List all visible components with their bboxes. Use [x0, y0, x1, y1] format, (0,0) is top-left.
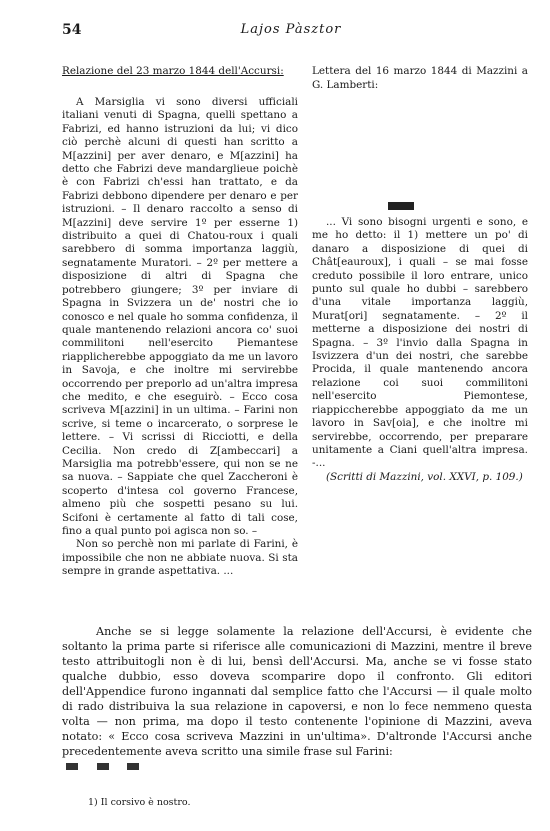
ink-smudge-mark [66, 763, 78, 770]
left-column-heading: Relazione del 23 marzo 1844 dell'Accursi: [62, 65, 284, 77]
ink-smudge-mark [97, 763, 109, 770]
page-header [62, 22, 520, 42]
running-title: Lajos Pàsztor [240, 22, 342, 37]
ink-smudge-mark [127, 763, 139, 770]
right-column [312, 64, 528, 484]
mazzini-letter-paragraph: ... Vi sono bisogni urgenti e sono, e me ho detto: il 1) mettere un po' di danaro a disposizione di quei di Chât[eauroux], i quali – se mai fosse creduto possibile il loro entrare, unico punto sul quale ho dubbi – sarebbero d'una vitale importanza laggiù, Murat[ori] segnatamente. – 2º il metterne a disposizione dei nostri di Spagna. – 3º l'invio dalla Spagna in Isvizzera d'un dei nostri, che sarebbe Procida, il quale mantenendo ancora relazione coi suoi commilitoni nell'esercito Piemontese, riappiccherebbe appoggiato da me un lavoro in Sav[oia], e che inoltre mi servirebbe, occorrendo, per preparare unitamente a Ciani quell'altra impresa. -... [312, 216, 528, 470]
main-body [62, 624, 532, 759]
accursi-report-paragraph-2: Non so perchè non mi parlate di Farini, è impossibile che non ne abbiate nuova. Si sta sempre in grande aspettativa. ... [62, 538, 298, 578]
left-column [62, 64, 298, 579]
page-number: 54 [62, 22, 82, 38]
citation: (Scritti di Mazzini, vol. XXVI, p. 109.) [326, 470, 523, 483]
accursi-report-paragraph-1: A Marsiglia vi sono diversi ufficiali italiani venuti di Spagna, quelli spettano a Fabrizi, ed hanno istruzioni da lui; vi dico ciò perchè alcuni di questi han scritto a M[azzini] per aver denaro, e M[azzini] ha detto che Fabrizi deve mandarglieue poichè è con Fabrizi ch'essi han trattato, e da Fabrizi debbono dipendere per denaro e per istruzioni. – Il denaro raccolto a senso di M[azzini] deve servire 1º per esserne 1) distribuito a quei di Chatou-roux i quali sarebbero di somma importanza laggiù, segnatamente Muratori. – 2º per mettere a disposizione di altri di Spagna che potrebbero giungere; 3º per inviare di Spagna in Svizzera un de' nostri che io conosco e nel quale ho somma confidenza, il quale mantenendo relazioni ancora co' suoi commilitoni nell'esercito Piemantese riapplicherebbe appoggiato da me un lavoro in Savoja, e che inoltre mi servirebbe occorrendo per preporlo ad un'altra impresa che medito, e che eseguirò. – Ecco cosa scriveva M[azzini] in un ultima. – Farini non scrive, si teme o incarcerato, o sorprese le lettere. – Vi scrissi di Ricciotti, e della Cecilia. Non credo di Z[ambeccari] a Marsiglia ma potrebb'essere, qui non se ne sa nuova. – Sappiate che quel Zaccheroni è scoperto d'intesa col governo Francese, almeno più che sospetti pesano su lui. Scifoni è certamente al fatto di tali cose, fino a qual punto poi agisca non so. – [62, 96, 298, 537]
body-paragraph: Anche se si legge solamente la relazione dell'Accursi, è evidente che soltanto la prima parte si riferisce alle comunicazioni di Mazzini, mentre il breve testo attribuitogli non è di lui, bensì dell'Accursi. Ma, anche se vi fosse stato qualche dubbio, esso doveva scomparire dopo il confronto. Gli editori dell'Appendice furono ingannati dal semplice fatto che l'Accursi — il quale molto di rado distribuiva la sua relazione in capoversi, e non lo fece nemmeno questa volta — non prima, ma dopo il testo contenente l'opinione di Mazzini, aveva notato: « Ecco cosa scriveva Mazzini in un'ultima». D'altronde l'Accursi anche precedentemente aveva scritto una simile frase sul Farini: [62, 625, 532, 758]
footnote: 1) Il corsivo è nostro. [88, 797, 191, 808]
scan-artifact-line [66, 759, 151, 772]
right-column-heading: Lettera del 16 marzo 1844 di Mazzini a G. Lamberti: [312, 65, 528, 91]
ink-blot-mark [388, 202, 414, 210]
